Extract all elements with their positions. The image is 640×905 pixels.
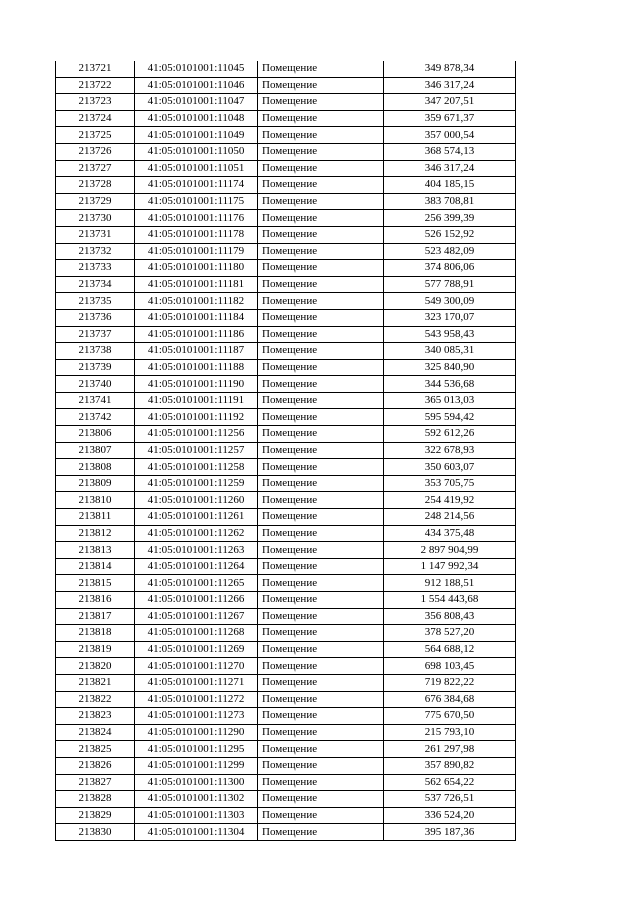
table-row — [56, 741, 516, 758]
row-number-cell: 213809 — [56, 475, 135, 492]
object-type-cell: Помещение — [258, 525, 384, 542]
table-row — [56, 376, 516, 393]
object-type-cell: Помещение — [258, 110, 384, 127]
object-type-cell: Помещение — [258, 658, 384, 675]
object-type-cell: Помещение — [258, 426, 384, 443]
table-row — [56, 309, 516, 326]
cadastral-value-cell: 523 482,09 — [384, 243, 516, 260]
row-number-cell: 213723 — [56, 94, 135, 111]
cadastral-number-cell: 41:05:0101001:11049 — [135, 127, 258, 144]
row-number-cell: 213730 — [56, 210, 135, 227]
row-number-cell: 213734 — [56, 276, 135, 293]
object-type-cell: Помещение — [258, 309, 384, 326]
cadastral-number-cell: 41:05:0101001:11178 — [135, 226, 258, 243]
table-row — [56, 326, 516, 343]
cadastral-number-cell: 41:05:0101001:11271 — [135, 674, 258, 691]
row-number-cell: 213735 — [56, 293, 135, 310]
cadastral-value-cell: 365 013,03 — [384, 392, 516, 409]
row-number-cell: 213729 — [56, 193, 135, 210]
row-number-cell: 213823 — [56, 708, 135, 725]
cadastral-number-cell: 41:05:0101001:11295 — [135, 741, 258, 758]
table-row — [56, 774, 516, 791]
cadastral-value-cell: 719 822,22 — [384, 674, 516, 691]
row-number-cell: 213732 — [56, 243, 135, 260]
table-row — [56, 509, 516, 526]
row-number-cell: 213827 — [56, 774, 135, 791]
cadastral-number-cell: 41:05:0101001:11256 — [135, 426, 258, 443]
cadastral-number-cell: 41:05:0101001:11046 — [135, 77, 258, 94]
cadastral-value-cell: 357 000,54 — [384, 127, 516, 144]
cadastral-value-table — [55, 61, 516, 841]
cadastral-number-cell: 41:05:0101001:11190 — [135, 376, 258, 393]
cadastral-value-cell: 543 958,43 — [384, 326, 516, 343]
row-number-cell: 213811 — [56, 509, 135, 526]
table-row — [56, 226, 516, 243]
cadastral-number-cell: 41:05:0101001:11187 — [135, 343, 258, 360]
row-number-cell: 213812 — [56, 525, 135, 542]
table-row — [56, 61, 516, 77]
object-type-cell: Помещение — [258, 807, 384, 824]
object-type-cell: Помещение — [258, 293, 384, 310]
table-row — [56, 608, 516, 625]
object-type-cell: Помещение — [258, 143, 384, 160]
cadastral-number-cell: 41:05:0101001:11188 — [135, 359, 258, 376]
object-type-cell: Помещение — [258, 592, 384, 609]
cadastral-number-cell: 41:05:0101001:11262 — [135, 525, 258, 542]
cadastral-value-cell: 357 890,82 — [384, 757, 516, 774]
row-number-cell: 213731 — [56, 226, 135, 243]
table-row — [56, 824, 516, 841]
table-row — [56, 807, 516, 824]
table-row — [56, 575, 516, 592]
cadastral-value-cell: 1 147 992,34 — [384, 558, 516, 575]
row-number-cell: 213830 — [56, 824, 135, 841]
table-row — [56, 409, 516, 426]
cadastral-number-cell: 41:05:0101001:11045 — [135, 61, 258, 77]
row-number-cell: 213819 — [56, 641, 135, 658]
row-number-cell: 213829 — [56, 807, 135, 824]
table-row — [56, 127, 516, 144]
cadastral-value-cell: 256 399,39 — [384, 210, 516, 227]
table-row — [56, 708, 516, 725]
row-number-cell: 213725 — [56, 127, 135, 144]
table-row — [56, 177, 516, 194]
cadastral-number-cell: 41:05:0101001:11050 — [135, 143, 258, 160]
cadastral-value-cell: 368 574,13 — [384, 143, 516, 160]
cadastral-number-cell: 41:05:0101001:11269 — [135, 641, 258, 658]
table-row — [56, 160, 516, 177]
row-number-cell: 213820 — [56, 658, 135, 675]
cadastral-value-cell: 549 300,09 — [384, 293, 516, 310]
table-row — [56, 674, 516, 691]
cadastral-value-cell: 775 670,50 — [384, 708, 516, 725]
object-type-cell: Помещение — [258, 459, 384, 476]
cadastral-value-cell: 577 788,91 — [384, 276, 516, 293]
object-type-cell: Помещение — [258, 326, 384, 343]
table-row — [56, 625, 516, 642]
object-type-cell: Помещение — [258, 492, 384, 509]
object-type-cell: Помещение — [258, 376, 384, 393]
cadastral-value-cell: 356 808,43 — [384, 608, 516, 625]
object-type-cell: Помещение — [258, 61, 384, 77]
object-type-cell: Помещение — [258, 193, 384, 210]
cadastral-number-cell: 41:05:0101001:11290 — [135, 724, 258, 741]
cadastral-value-cell: 344 536,68 — [384, 376, 516, 393]
object-type-cell: Помещение — [258, 260, 384, 277]
cadastral-value-cell: 564 688,12 — [384, 641, 516, 658]
table-row — [56, 475, 516, 492]
cadastral-value-cell: 215 793,10 — [384, 724, 516, 741]
cadastral-number-cell: 41:05:0101001:11272 — [135, 691, 258, 708]
cadastral-number-cell: 41:05:0101001:11047 — [135, 94, 258, 111]
object-type-cell: Помещение — [258, 243, 384, 260]
table-row — [56, 392, 516, 409]
row-number-cell: 213737 — [56, 326, 135, 343]
cadastral-value-cell: 340 085,31 — [384, 343, 516, 360]
cadastral-number-cell: 41:05:0101001:11260 — [135, 492, 258, 509]
cadastral-number-cell: 41:05:0101001:11181 — [135, 276, 258, 293]
object-type-cell: Помещение — [258, 409, 384, 426]
object-type-cell: Помещение — [258, 392, 384, 409]
object-type-cell: Помещение — [258, 558, 384, 575]
object-type-cell: Помещение — [258, 774, 384, 791]
table-row — [56, 359, 516, 376]
cadastral-number-cell: 41:05:0101001:11302 — [135, 791, 258, 808]
object-type-cell: Помещение — [258, 276, 384, 293]
cadastral-number-cell: 41:05:0101001:11192 — [135, 409, 258, 426]
row-number-cell: 213825 — [56, 741, 135, 758]
cadastral-number-cell: 41:05:0101001:11259 — [135, 475, 258, 492]
row-number-cell: 213807 — [56, 442, 135, 459]
cadastral-value-cell: 347 207,51 — [384, 94, 516, 111]
row-number-cell: 213741 — [56, 392, 135, 409]
cadastral-number-cell: 41:05:0101001:11261 — [135, 509, 258, 526]
cadastral-value-cell: 698 103,45 — [384, 658, 516, 675]
cadastral-value-cell: 592 612,26 — [384, 426, 516, 443]
table-row — [56, 757, 516, 774]
table-row — [56, 293, 516, 310]
cadastral-number-cell: 41:05:0101001:11264 — [135, 558, 258, 575]
object-type-cell: Помещение — [258, 359, 384, 376]
row-number-cell: 213821 — [56, 674, 135, 691]
cadastral-number-cell: 41:05:0101001:11180 — [135, 260, 258, 277]
cadastral-value-cell: 562 654,22 — [384, 774, 516, 791]
cadastral-value-cell: 261 297,98 — [384, 741, 516, 758]
object-type-cell: Помещение — [258, 210, 384, 227]
row-number-cell: 213733 — [56, 260, 135, 277]
object-type-cell: Помещение — [258, 575, 384, 592]
cadastral-value-cell: 346 317,24 — [384, 77, 516, 94]
object-type-cell: Помещение — [258, 824, 384, 841]
cadastral-value-cell: 323 170,07 — [384, 309, 516, 326]
cadastral-value-cell: 434 375,48 — [384, 525, 516, 542]
object-type-cell: Помещение — [258, 127, 384, 144]
cadastral-value-cell: 353 705,75 — [384, 475, 516, 492]
table-row — [56, 592, 516, 609]
cadastral-value-cell: 595 594,42 — [384, 409, 516, 426]
cadastral-number-cell: 41:05:0101001:11179 — [135, 243, 258, 260]
table-row — [56, 77, 516, 94]
row-number-cell: 213818 — [56, 625, 135, 642]
object-type-cell: Помещение — [258, 442, 384, 459]
cadastral-value-cell: 374 806,06 — [384, 260, 516, 277]
object-type-cell: Помещение — [258, 343, 384, 360]
cadastral-value-cell: 359 671,37 — [384, 110, 516, 127]
row-number-cell: 213740 — [56, 376, 135, 393]
cadastral-number-cell: 41:05:0101001:11175 — [135, 193, 258, 210]
object-type-cell: Помещение — [258, 741, 384, 758]
cadastral-number-cell: 41:05:0101001:11263 — [135, 542, 258, 559]
cadastral-value-cell: 395 187,36 — [384, 824, 516, 841]
row-number-cell: 213817 — [56, 608, 135, 625]
cadastral-number-cell: 41:05:0101001:11191 — [135, 392, 258, 409]
cadastral-number-cell: 41:05:0101001:11300 — [135, 774, 258, 791]
cadastral-value-cell: 336 524,20 — [384, 807, 516, 824]
cadastral-value-cell: 254 419,92 — [384, 492, 516, 509]
table-row — [56, 94, 516, 111]
table-body — [56, 61, 516, 840]
table-row — [56, 143, 516, 160]
table-row — [56, 525, 516, 542]
cadastral-value-cell: 350 603,07 — [384, 459, 516, 476]
table-row — [56, 459, 516, 476]
table-row — [56, 658, 516, 675]
row-number-cell: 213808 — [56, 459, 135, 476]
cadastral-number-cell: 41:05:0101001:11182 — [135, 293, 258, 310]
table-row — [56, 260, 516, 277]
object-type-cell: Помещение — [258, 226, 384, 243]
table-row — [56, 276, 516, 293]
cadastral-number-cell: 41:05:0101001:11270 — [135, 658, 258, 675]
table-row — [56, 558, 516, 575]
row-number-cell: 213826 — [56, 757, 135, 774]
table-row — [56, 426, 516, 443]
row-number-cell: 213806 — [56, 426, 135, 443]
row-number-cell: 213728 — [56, 177, 135, 194]
cadastral-value-cell: 676 384,68 — [384, 691, 516, 708]
row-number-cell: 213721 — [56, 61, 135, 77]
cadastral-value-cell: 325 840,90 — [384, 359, 516, 376]
cadastral-number-cell: 41:05:0101001:11174 — [135, 177, 258, 194]
row-number-cell: 213742 — [56, 409, 135, 426]
table-row — [56, 492, 516, 509]
cadastral-number-cell: 41:05:0101001:11303 — [135, 807, 258, 824]
row-number-cell: 213726 — [56, 143, 135, 160]
table-row — [56, 243, 516, 260]
cadastral-number-cell: 41:05:0101001:11051 — [135, 160, 258, 177]
table-row — [56, 542, 516, 559]
table-row — [56, 724, 516, 741]
cadastral-number-cell: 41:05:0101001:11048 — [135, 110, 258, 127]
cadastral-number-cell: 41:05:0101001:11266 — [135, 592, 258, 609]
row-number-cell: 213824 — [56, 724, 135, 741]
object-type-cell: Помещение — [258, 625, 384, 642]
row-number-cell: 213814 — [56, 558, 135, 575]
table-row — [56, 691, 516, 708]
cadastral-value-cell: 526 152,92 — [384, 226, 516, 243]
cadastral-number-cell: 41:05:0101001:11273 — [135, 708, 258, 725]
cadastral-number-cell: 41:05:0101001:11257 — [135, 442, 258, 459]
object-type-cell: Помещение — [258, 724, 384, 741]
object-type-cell: Помещение — [258, 674, 384, 691]
table-row — [56, 110, 516, 127]
object-type-cell: Помещение — [258, 77, 384, 94]
cadastral-number-cell: 41:05:0101001:11186 — [135, 326, 258, 343]
table-row — [56, 210, 516, 227]
row-number-cell: 213724 — [56, 110, 135, 127]
cadastral-number-cell: 41:05:0101001:11268 — [135, 625, 258, 642]
table-row — [56, 641, 516, 658]
object-type-cell: Помещение — [258, 608, 384, 625]
object-type-cell: Помещение — [258, 160, 384, 177]
object-type-cell: Помещение — [258, 542, 384, 559]
cadastral-value-cell: 378 527,20 — [384, 625, 516, 642]
cadastral-number-cell: 41:05:0101001:11184 — [135, 309, 258, 326]
cadastral-value-cell: 322 678,93 — [384, 442, 516, 459]
object-type-cell: Помещение — [258, 691, 384, 708]
cadastral-number-cell: 41:05:0101001:11176 — [135, 210, 258, 227]
row-number-cell: 213722 — [56, 77, 135, 94]
cadastral-number-cell: 41:05:0101001:11304 — [135, 824, 258, 841]
table-row — [56, 343, 516, 360]
cadastral-value-cell: 2 897 904,99 — [384, 542, 516, 559]
row-number-cell: 213738 — [56, 343, 135, 360]
cadastral-number-cell: 41:05:0101001:11265 — [135, 575, 258, 592]
row-number-cell: 213739 — [56, 359, 135, 376]
cadastral-value-cell: 383 708,81 — [384, 193, 516, 210]
object-type-cell: Помещение — [258, 757, 384, 774]
cadastral-value-cell: 346 317,24 — [384, 160, 516, 177]
cadastral-value-cell: 404 185,15 — [384, 177, 516, 194]
row-number-cell: 213813 — [56, 542, 135, 559]
object-type-cell: Помещение — [258, 177, 384, 194]
row-number-cell: 213822 — [56, 691, 135, 708]
object-type-cell: Помещение — [258, 641, 384, 658]
cadastral-value-cell: 537 726,51 — [384, 791, 516, 808]
table-row — [56, 193, 516, 210]
row-number-cell: 213810 — [56, 492, 135, 509]
object-type-cell: Помещение — [258, 475, 384, 492]
cadastral-value-cell: 1 554 443,68 — [384, 592, 516, 609]
cadastral-number-cell: 41:05:0101001:11258 — [135, 459, 258, 476]
row-number-cell: 213727 — [56, 160, 135, 177]
object-type-cell: Помещение — [258, 708, 384, 725]
object-type-cell: Помещение — [258, 509, 384, 526]
row-number-cell: 213828 — [56, 791, 135, 808]
cadastral-value-cell: 912 188,51 — [384, 575, 516, 592]
object-type-cell: Помещение — [258, 791, 384, 808]
row-number-cell: 213816 — [56, 592, 135, 609]
cadastral-value-cell: 349 878,34 — [384, 61, 516, 77]
row-number-cell: 213815 — [56, 575, 135, 592]
cadastral-value-cell: 248 214,56 — [384, 509, 516, 526]
cadastral-number-cell: 41:05:0101001:11267 — [135, 608, 258, 625]
row-number-cell: 213736 — [56, 309, 135, 326]
object-type-cell: Помещение — [258, 94, 384, 111]
cadastral-number-cell: 41:05:0101001:11299 — [135, 757, 258, 774]
table-row — [56, 442, 516, 459]
table-row — [56, 791, 516, 808]
